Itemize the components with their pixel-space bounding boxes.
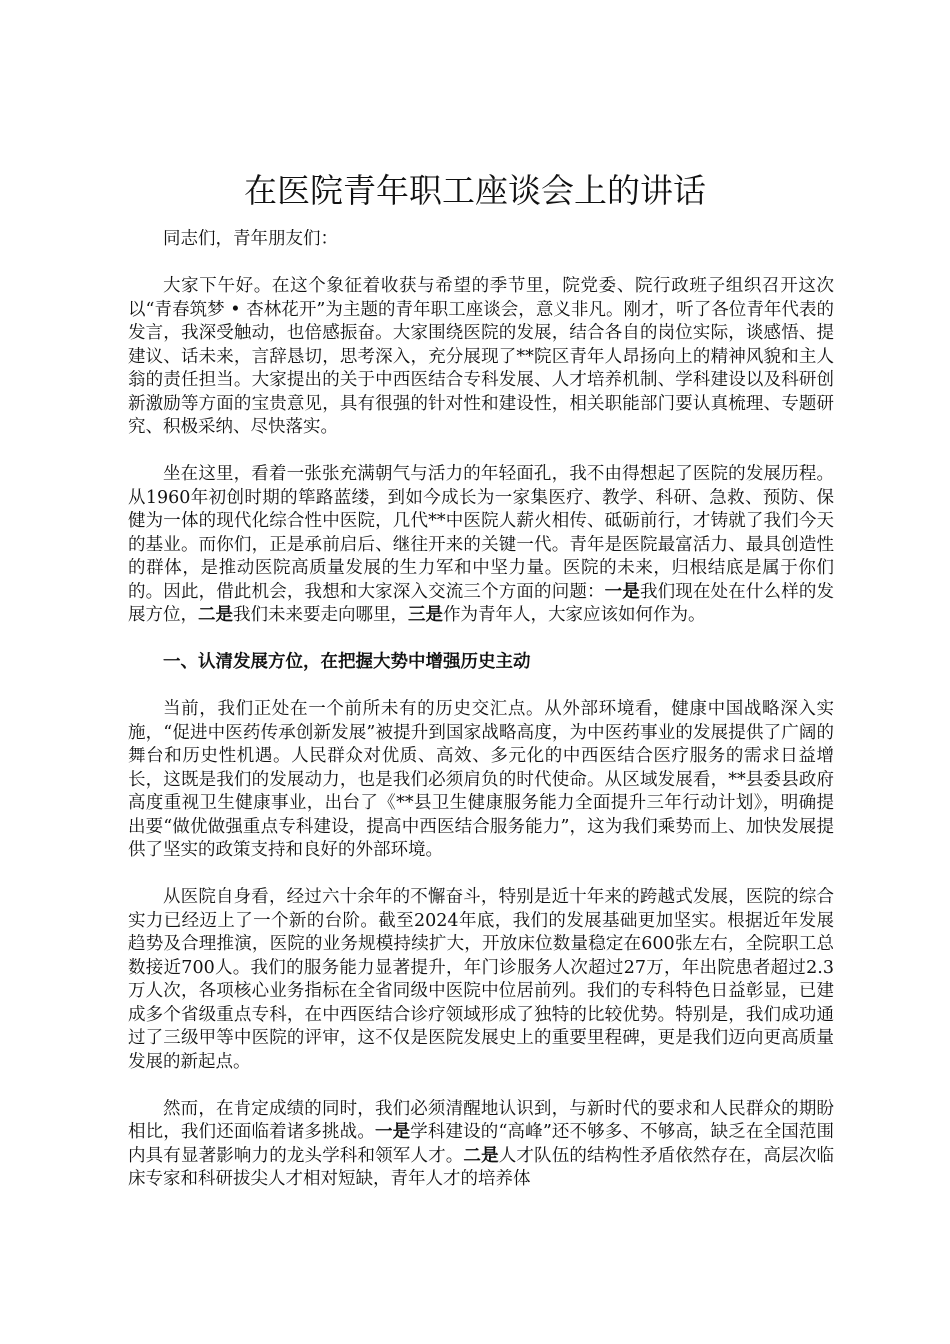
paragraph-5 bbox=[128, 1098, 834, 1192]
paragraph-3: 当前，我们正处在一个前所未有的历史交汇点。从外部环境看，健康中国战略深入实施，“促进中医药传承创新发展”被提升到国家战略高度，为中医药事业的发展提供了广阔的舞台和历史性机遇。人民群众对优质、高效、多元化的中西医结合医疗服务的需求日益增长，这既是我们的发展动力，也是我们必须肩负的时代使命。从区域发展看，**县委县政府高度重视卫生健康事业，出台了《**县卫生健康服务能力全面提升三年行动计划》，明确提出要“做优做强重点专科建设，提高中西医结合服务能力”，这为我们乘势而上、加快发展提供了坚实的政策支持和良好的外部环境。 bbox=[128, 699, 834, 860]
point-text-1: 我们现在处在什么样的发展方位， bbox=[128, 581, 835, 625]
point-text-3: 作为青年人，大家应该如何作为。 bbox=[443, 605, 706, 625]
paragraph-5-lead: 然而，在肯定成绩的同时，我们必须清醒地认识到，与新时代的要求和人民群众的期盼相比，我们还面临着诸多挑战。 bbox=[128, 1098, 834, 1142]
paragraph-1: 大家下午好。在这个象征着收获与希望的季节里，院党委、院行政班子组织召开这次以“青春筑梦 • 杏林花开”为主题的青年职工座谈会，意义非凡。刚才，听了各位青年代表的发言，我深受触动，也倍感振奋。大家围绕医院的发展，结合各自的岗位实际，谈感悟、提建议、话未来，言辞恳切，思考深入，充分展现了**院区青年人昂扬向上的精神风貌和主人翁的责任担当。大家提出的关于中西医结合专科发展、人才培养机制、学科建设以及科研创新激励等方面的宝贵意见，具有很强的针对性和建设性，相关职能部门要认真梳理、专题研究、积极采纳、尽快落实。 bbox=[128, 276, 834, 437]
document-title: 在医院青年职工座谈会上的讲话 bbox=[244, 171, 706, 210]
point-marker-1: 一是 bbox=[604, 581, 640, 602]
point-marker-3: 三是 bbox=[408, 605, 443, 625]
challenge-marker-2: 二是 bbox=[463, 1145, 499, 1166]
document-body bbox=[128, 228, 834, 1215]
paragraph-2 bbox=[128, 463, 834, 628]
salutation: 同志们，青年朋友们： bbox=[163, 229, 338, 249]
challenge-text-1: 学科建设的“高峰”还不够多、不够高，缺乏在全国范围内具有显著影响力的龙头学科和领军人才。 bbox=[128, 1122, 834, 1166]
paragraph-2-lead: 坐在这里，看着一张张充满朝气与活力的年轻面孔，我不由得想起了医院的发展历程。从1960年初创时期的筚路蓝缕，到如今成长为一家集医疗、教学、科研、急救、预防、保健为一体的现代化综合性中医院，几代**中医院人薪火相传、砥砺前行，才铸就了我们今天的基业。而你们，正是承前启后、继往开来的关键一代。青年是医院最富活力、最具创造性的群体，是推动医院高质量发展的生力军和中坚力量。医院的未来，归根结底是属于你们的。因此，借此机会，我想和大家深入交流三个方面的问题： bbox=[128, 464, 834, 602]
point-text-2: 我们未来要走向哪里， bbox=[233, 605, 408, 625]
challenge-text-2: 人才队伍的结构性矛盾依然存在，高层次临床专家和科研拔尖人才相对短缺，青年人才的培养体 bbox=[128, 1145, 835, 1189]
point-marker-2: 二是 bbox=[198, 605, 233, 625]
challenge-marker-1: 一是 bbox=[374, 1122, 411, 1142]
paragraph-4: 从医院自身看，经过六十余年的不懈奋斗，特别是近十年来的跨越式发展，医院的综合实力已经迈上了一个新的台阶。截至2024年底，我们的发展基础更加坚实。根据近年发展趋势及合理推演，医院的业务规模持续扩大，开放床位数量稳定在600张左右，全院职工总数接近700人。我们的服务能力显著提升，年门诊服务人次超过27万，年出院患者超过2.3万人次，各项核心业务指标在全省同级中医院中位居前列。我们的专科特色日益彰显，已建成多个省级重点专科，在中西医结合诊疗领域形成了独特的比较优势。特别是，我们成功通过了三级甲等中医院的评审，这不仅是医院发展史上的重要里程碑，更是我们迈向更高质量发展的新起点。 bbox=[128, 887, 834, 1072]
section-heading-1: 一、认清发展方位，在把握大势中增强历史主动 bbox=[163, 652, 531, 672]
